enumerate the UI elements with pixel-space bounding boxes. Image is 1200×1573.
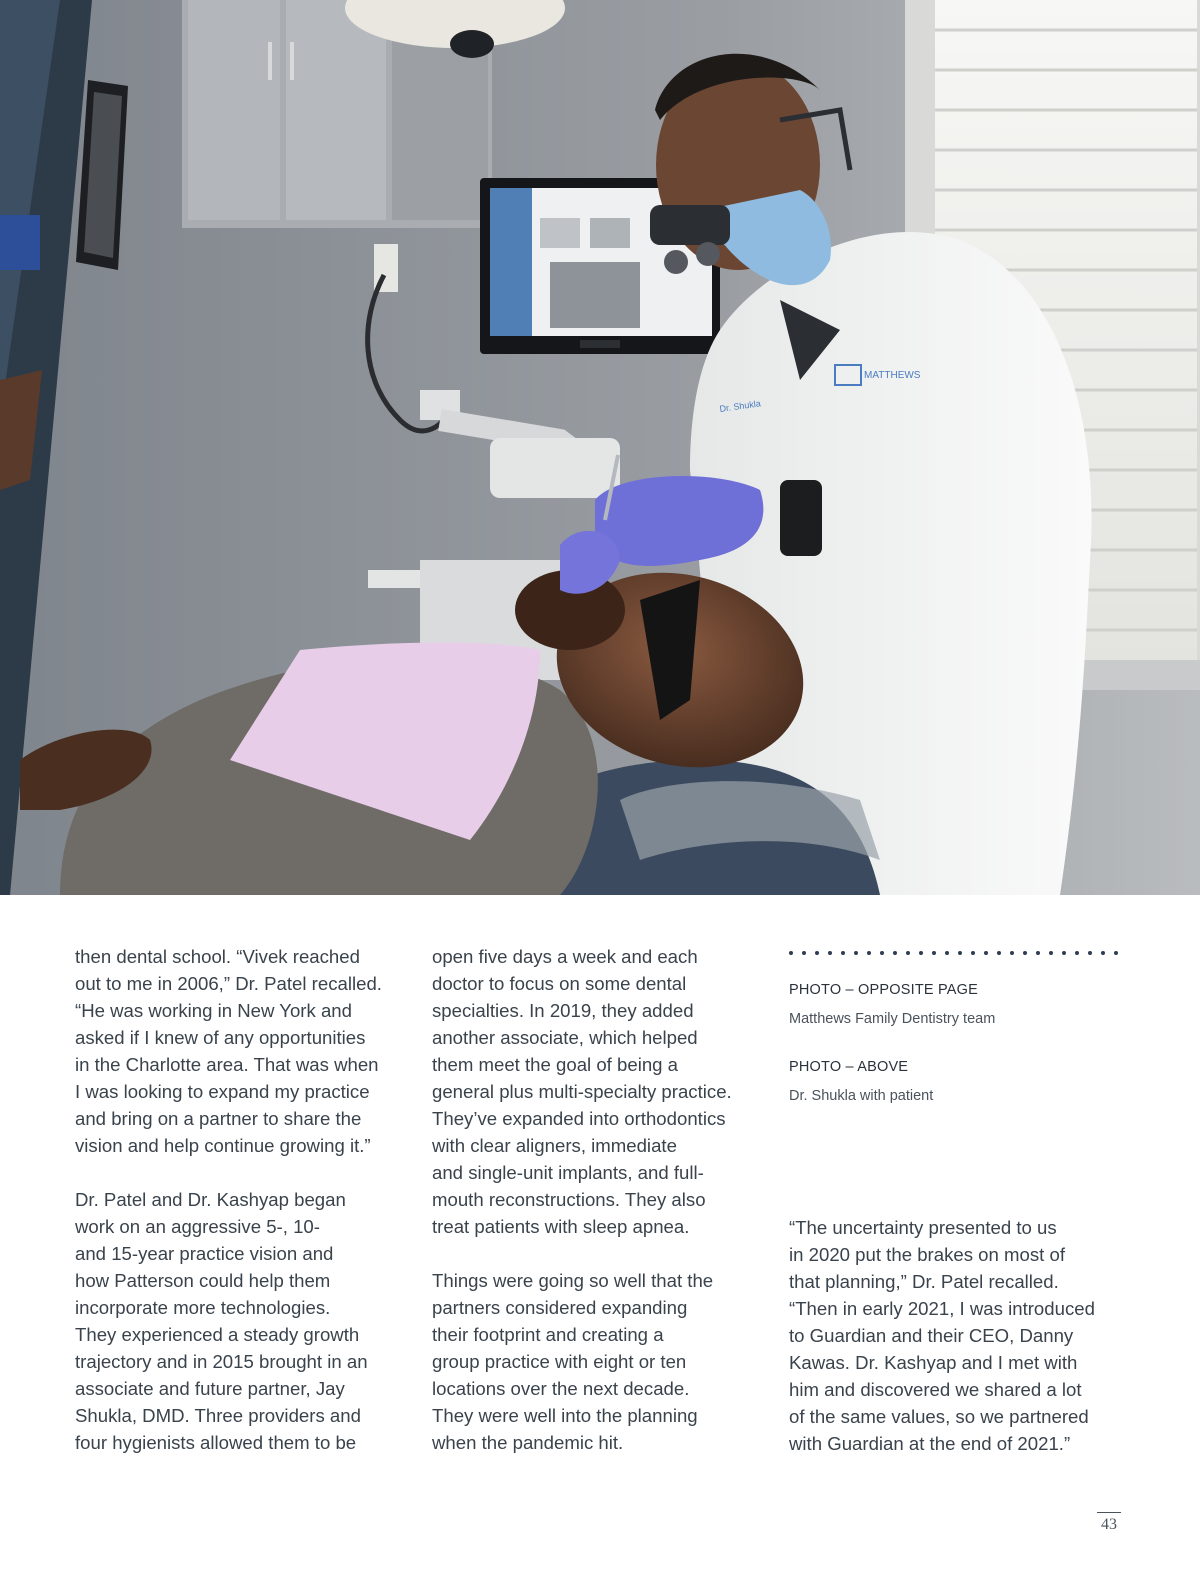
coat-name-text: Dr. Shukla (718, 398, 762, 414)
page-number: 43 (1101, 1516, 1117, 1533)
paragraph: open five days a week and each doctor to focus on some dental specialties. In 2019, they added another associate, which helped them meet the goal of being a general plus multi-specialty practice. They’ve expanded into orthodontics with clear aligners, immediate and single-unit implants, and full- mouth reconstructions. They also treat patients with sleep apnea. (432, 946, 732, 1237)
coat-logo-text: MATTHEWS (864, 370, 921, 381)
caption-label-opposite: PHOTO – OPPOSITE PAGE (789, 982, 978, 998)
paragraph: Things were going so well that the partners considered expanding their footprint and creating a group practice with eight or ten locations over the next decade. They were well into the planning when the pandemic hit. (432, 1270, 714, 1453)
article-column-1 (75, 943, 420, 1456)
dental-unit (490, 438, 620, 498)
dotted-divider (789, 948, 1129, 958)
article-column-2 (432, 943, 772, 1456)
paragraph: then dental school. “Vivek reached out to me in 2006,” Dr. Patel recalled. “He was working in New York and asked if I knew of any opportunities in the Charlotte area. That was when I was looking to expand my practice and bring on a partner to share the vision and help continue growing it.” (75, 946, 382, 1156)
article-quote-paragraph: “The uncertainty presented to us in 2020 put the brakes on most of that planning,” Dr. Patel recalled. “Then in early 2021, I was introduced to Guardian and their CEO, Danny Kawas. Dr. Kashyap and I met with him and discovered we shared a lot of the same values, so we partnered with Guardian at the end of 2021.” (789, 1217, 1095, 1454)
caption-text-above: Dr. Shukla with patient (789, 1088, 934, 1104)
caption-text-opposite: Matthews Family Dentistry team (789, 1011, 996, 1027)
caption-label-above: PHOTO – ABOVE (789, 1059, 909, 1075)
page-number-rule (1097, 1512, 1121, 1513)
dental-loupes (650, 205, 730, 245)
wristwatch (780, 480, 822, 556)
paragraph: Dr. Patel and Dr. Kashyap began work on an aggressive 5-, 10- and 15-year practice vision and how Patterson could help them incorporate more technologies. They experienced a steady growth trajectory and in 2015 brought in an associate and future partner, Jay Shukla, DMD. Three providers and four hygienists allowed them to be (75, 1189, 368, 1453)
